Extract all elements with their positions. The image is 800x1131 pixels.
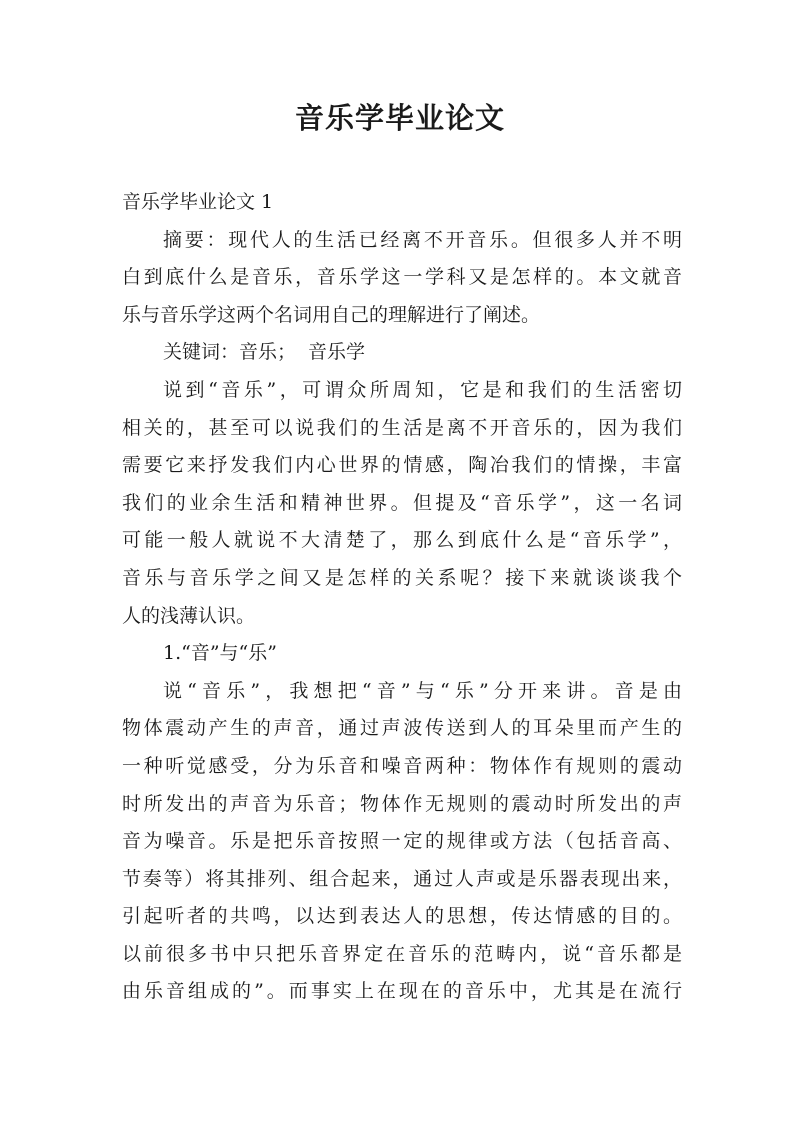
keywords-label: 关键词：音乐； (163, 341, 297, 364)
intro-line: 人的浅薄认识。 (122, 604, 256, 627)
intro-line: 音乐与音乐学之间又是怎样的关系呢？接下来就谈谈我个 (122, 566, 682, 589)
section1-line: 一种听觉感受，分为乐音和噪音两种：物体作有规则的震动 (122, 754, 682, 777)
keywords-line (122, 334, 682, 372)
section1-line: 时所发出的声音为乐音；物体作无规则的震动时所发出的声 (122, 792, 682, 815)
section1-line: 引起听者的共鸣，以达到表达人的思想，传达情感的目的。 (122, 905, 682, 928)
intro-line: 说到“音乐”，可谓众所周知，它是和我们的生活密切 (163, 378, 682, 401)
section-heading: 音乐学毕业论文 1 (122, 191, 274, 213)
abstract-line: 乐与音乐学这两个名词用自己的理解进行了阐述。 (122, 303, 541, 326)
section1-line: 物体震动产生的声音，通过声波传送到人的耳朵里而产生的 (122, 717, 682, 740)
keywords-term: 音乐学 (308, 341, 366, 364)
section1-line: 音为噪音。乐是把乐音按照一定的规律或方法（包括音高、 (122, 830, 682, 853)
section1-line: 由乐音组成的”。而事实上在现在的音乐中，尤其是在流行 (122, 980, 682, 1003)
abstract-line: 白到底什么是音乐，音乐学这一学科又是怎样的。本文就音 (122, 266, 682, 289)
abstract-line: 摘要：现代人的生活已经离不开音乐。但很多人并不明 (163, 228, 682, 251)
intro-line: 我们的业余生活和精神世界。但提及“音乐学”，这一名词 (122, 491, 682, 514)
intro-line: 需要它来抒发我们内心世界的情感，陶冶我们的情操，丰富 (122, 454, 682, 477)
subheading: 1.“音”与“乐” (163, 642, 277, 665)
section1-line: 以前很多书中只把乐音界定在音乐的范畴内，说“音乐都是 (122, 942, 682, 965)
intro-line: 相关的，甚至可以说我们的生活是离不开音乐的，因为我们 (122, 416, 682, 439)
section1-line: 节奏等）将其排列、组合起来，通过人声或是乐器表现出来， (122, 867, 682, 890)
document-body (122, 184, 682, 1011)
intro-line: 可能一般人就说不大清楚了，那么到底什么是“音乐学”， (122, 529, 682, 552)
document-title: 音乐学毕业论文 (294, 101, 505, 135)
section1-line: 说“音乐”，我想把“音”与“乐”分开来讲。音是由 (163, 679, 682, 702)
